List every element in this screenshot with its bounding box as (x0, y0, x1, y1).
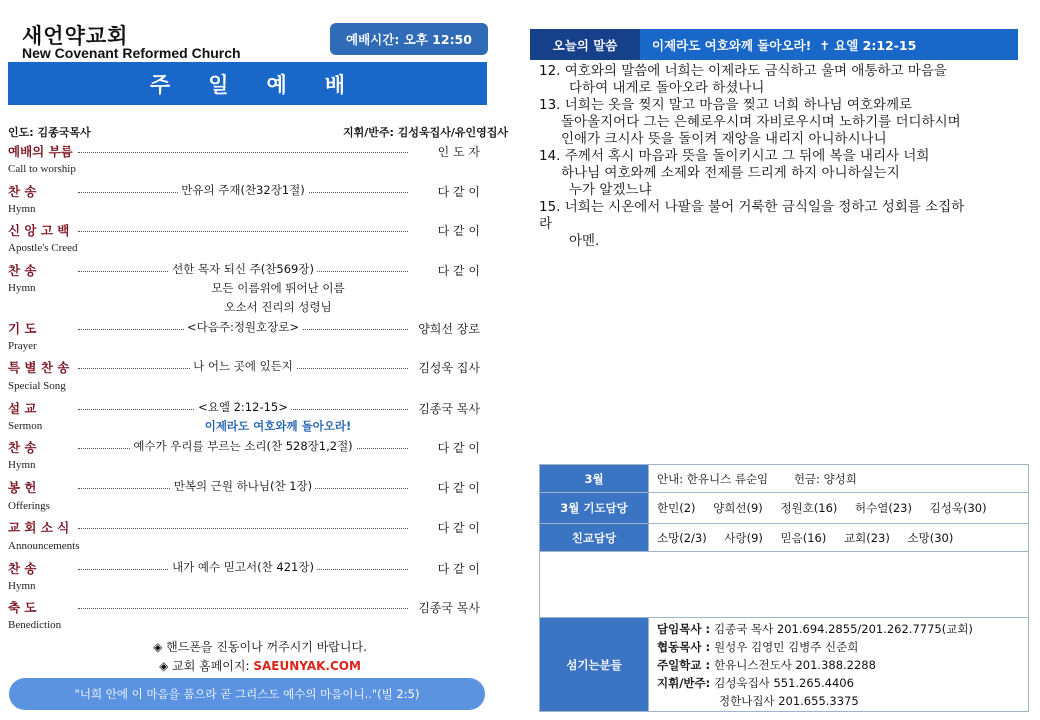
order-who: 다 같 이 (437, 224, 480, 238)
info-row-staff (540, 618, 1029, 712)
order-detail: 예수가 우리를 부르는 소리(찬 528장1,2절) (130, 439, 355, 453)
scripture-line: 하나님 여호와께 소제와 전제를 드리게 하지 아니하실는지 (561, 165, 900, 181)
info-value (649, 524, 1029, 552)
order-announcements (8, 518, 480, 538)
order-benediction (8, 598, 480, 618)
staff-role: 주일학교 : (657, 657, 715, 672)
offering-names: 헌금: 양성희 (793, 471, 857, 486)
staff-value: 김종국 목사 201.694.2855/201.262.7775(교회) (714, 621, 973, 636)
staff-row (657, 674, 1028, 692)
scripture-line: 13. 너희는 옷을 찢지 말고 마음을 찢고 너희 하나님 여호와께로 (539, 97, 913, 113)
staff-row (657, 656, 1028, 674)
info-label: 친교담당 (540, 524, 649, 552)
order-who: 다 같 이 (437, 185, 480, 199)
today-word-bar (530, 29, 1018, 60)
order-en: Announcements (8, 540, 80, 552)
staff-role: 담임목사 : (657, 621, 715, 636)
info-label: 3월 (540, 465, 649, 493)
order-hymn3 (8, 438, 480, 458)
info-label: 3월 기도담당 (540, 493, 649, 524)
order-extra-song: 오소서 진리의 성령님 (224, 300, 332, 314)
order-detail: <다음주:정원호장로> (184, 320, 302, 334)
info-table (539, 464, 1029, 712)
prayer-name: 김성욱(30) (929, 501, 987, 515)
order-who: 다 같 이 (437, 562, 480, 576)
order-title: 축 도 (8, 600, 37, 615)
order-detail: <요엘 2:12-15> (195, 400, 291, 414)
order-special-song (8, 358, 480, 378)
order-prayer (8, 319, 480, 339)
order-hymn2 (8, 261, 480, 281)
order-en: Apostle's Creed (8, 242, 78, 254)
homepage-label: ◈ 교회 홈페이지: (159, 659, 254, 673)
order-en: Hymn (8, 203, 36, 215)
fellowship-name: 믿음(16) (780, 530, 827, 545)
order-who: 양희선 장로 (418, 322, 480, 336)
staff-row (657, 620, 1028, 638)
order-hymn4 (8, 559, 480, 579)
church-name-en: New Covenant Reformed Church (22, 45, 241, 61)
order-who: 김성욱 집사 (418, 361, 480, 375)
info-label: 섬기는분들 (540, 618, 649, 712)
order-detail: 나 어느 곳에 있든지 (190, 359, 296, 373)
today-word-label: 오늘의 말씀 (530, 29, 640, 60)
staff-value: 원성우 김영민 김병주 신준희 (714, 639, 859, 654)
order-en: Call to worship (8, 163, 76, 175)
order-title: 교 회 소 식 (8, 520, 70, 535)
scripture-line: 15. 너희는 시온에서 나팔을 불어 거룩한 금식일을 정하고 성회를 소집하 (539, 199, 965, 215)
order-extra-song: 모든 이름위에 뛰어난 이름 (211, 281, 345, 295)
info-value (649, 618, 1029, 712)
info-row-month (540, 465, 1029, 493)
order-who: 김종국 목사 (418, 402, 480, 416)
scripture-line: 라 (539, 216, 553, 232)
today-word-heading: 이제라도 여호와께 돌아오라! (652, 37, 812, 53)
order-detail: 만복의 근원 하나님(찬 1장) (171, 479, 315, 493)
dotted-leader (78, 528, 408, 529)
staff-value: 한유니스전도사 201.388.2288 (714, 657, 876, 672)
fellowship-name: 소망(30) (907, 530, 954, 545)
order-en: Special Song (8, 380, 66, 392)
prayer-name: 양희선(9) (713, 501, 763, 515)
info-row-blank (540, 552, 1029, 618)
prayer-name: 한민(2) (657, 501, 696, 515)
homepage-link[interactable]: SAEUNYAK.COM (253, 659, 361, 673)
scripture-line: 12. 여호와의 말씀에 너희는 이제라도 금식하고 울며 애통하고 마음을 (539, 63, 947, 79)
usher-names: 안내: 한유니스 류순임 (657, 471, 769, 486)
order-who: 인 도 자 (437, 145, 480, 159)
order-en: Hymn (8, 459, 36, 471)
order-creed (8, 221, 480, 241)
order-title: 찬 송 (8, 561, 37, 576)
info-row-fellowship (540, 524, 1029, 552)
order-en: Hymn (8, 580, 36, 592)
scripture-line: 14. 주께서 혹시 마음과 뜻을 돌이키시고 그 뒤에 복을 내리사 너희 (539, 148, 930, 164)
leader-conductor: 지휘/반주: 김성욱집사/유인영집사 (342, 126, 508, 139)
order-en: Hymn (8, 282, 36, 294)
order-who: 다 같 이 (437, 264, 480, 278)
info-value (649, 493, 1029, 524)
today-word-ref: ✝ 요엘 2:12-15 (819, 37, 917, 53)
bottom-verse: "너희 안에 이 마음을 품으라 곧 그리스도 예수의 마음이니.."(빌 2:5) (9, 678, 485, 710)
prayer-name: 허수열(23) (855, 501, 912, 515)
order-en: Prayer (8, 340, 37, 352)
staff-value: 김성욱집사 551.265.4406 (714, 675, 854, 690)
order-who: 다 같 이 (437, 481, 480, 495)
staff-row (657, 638, 1028, 656)
order-title: 찬 송 (8, 184, 37, 199)
fellowship-name: 사랑(9) (724, 530, 763, 545)
staff-row (657, 692, 1028, 710)
scripture-line: 아멘. (569, 233, 600, 249)
scripture-line: 누가 알겠느냐 (569, 182, 652, 198)
info-value (649, 465, 1029, 493)
order-offering (8, 478, 480, 498)
order-title: 예배의 부름 (8, 144, 73, 159)
staff-value: 정한나집사 201.655.3375 (719, 693, 859, 708)
order-title: 기 도 (8, 321, 37, 336)
scripture-line: 돌아올지어다 그는 은혜로우시며 자비로우시며 노하기를 더디하시며 (561, 114, 961, 130)
dotted-leader (78, 152, 408, 153)
order-title: 봉 헌 (8, 480, 37, 495)
phone-notice: ◈ 핸드폰을 진동이나 꺼주시기 바랍니다. (153, 640, 367, 654)
service-title: 주일예배 (8, 62, 487, 105)
blank-cell (540, 552, 1029, 618)
scripture-line: 다하여 내게로 돌아오라 하셨나니 (569, 80, 765, 96)
order-en: Sermon (8, 420, 43, 432)
order-sermon (8, 399, 480, 419)
homepage-notice (0, 657, 520, 674)
order-en: Benediction (8, 619, 62, 631)
dotted-leader (78, 231, 408, 232)
order-who: 김종국 목사 (418, 601, 480, 615)
order-who: 다 같 이 (437, 521, 480, 535)
sermon-title: 이제라도 여호와께 돌아오라! (204, 419, 352, 433)
today-word-title (652, 29, 916, 60)
order-title: 신 앙 고 백 (8, 223, 70, 238)
order-title: 찬 송 (8, 440, 37, 455)
order-detail: 선한 목자 되신 주(찬569장) (169, 262, 317, 276)
staff-role: 협동목사 : (657, 639, 715, 654)
fellowship-name: 소망(2/3) (657, 530, 707, 545)
dotted-leader (78, 608, 408, 609)
fellowship-name: 교회(23) (844, 530, 890, 545)
prayer-name: 정원호(16) (780, 501, 838, 515)
info-row-prayer (540, 493, 1029, 524)
scripture-line: 인애가 크시사 뜻을 돌이켜 재앙을 내리지 아니하시나니 (561, 131, 887, 147)
order-call (8, 142, 480, 162)
order-who: 다 같 이 (437, 441, 480, 455)
order-en: Offerings (8, 500, 50, 512)
church-name: 새언약교회 (22, 24, 129, 48)
order-title: 설 교 (8, 401, 37, 416)
order-hymn1 (8, 182, 480, 202)
order-detail: 만유의 주재(찬32장1절) (178, 183, 307, 197)
order-title: 특 별 찬 송 (8, 360, 70, 375)
order-detail: 내가 예수 믿고서(찬 421장) (169, 560, 317, 574)
scripture-text (539, 63, 1019, 250)
order-title: 찬 송 (8, 263, 37, 278)
leader-presider: 인도: 김종국목사 (8, 126, 91, 139)
staff-role: 지휘/반주: (657, 675, 715, 690)
service-time-badge: 예배시간: 오후 12:50 (330, 23, 488, 55)
